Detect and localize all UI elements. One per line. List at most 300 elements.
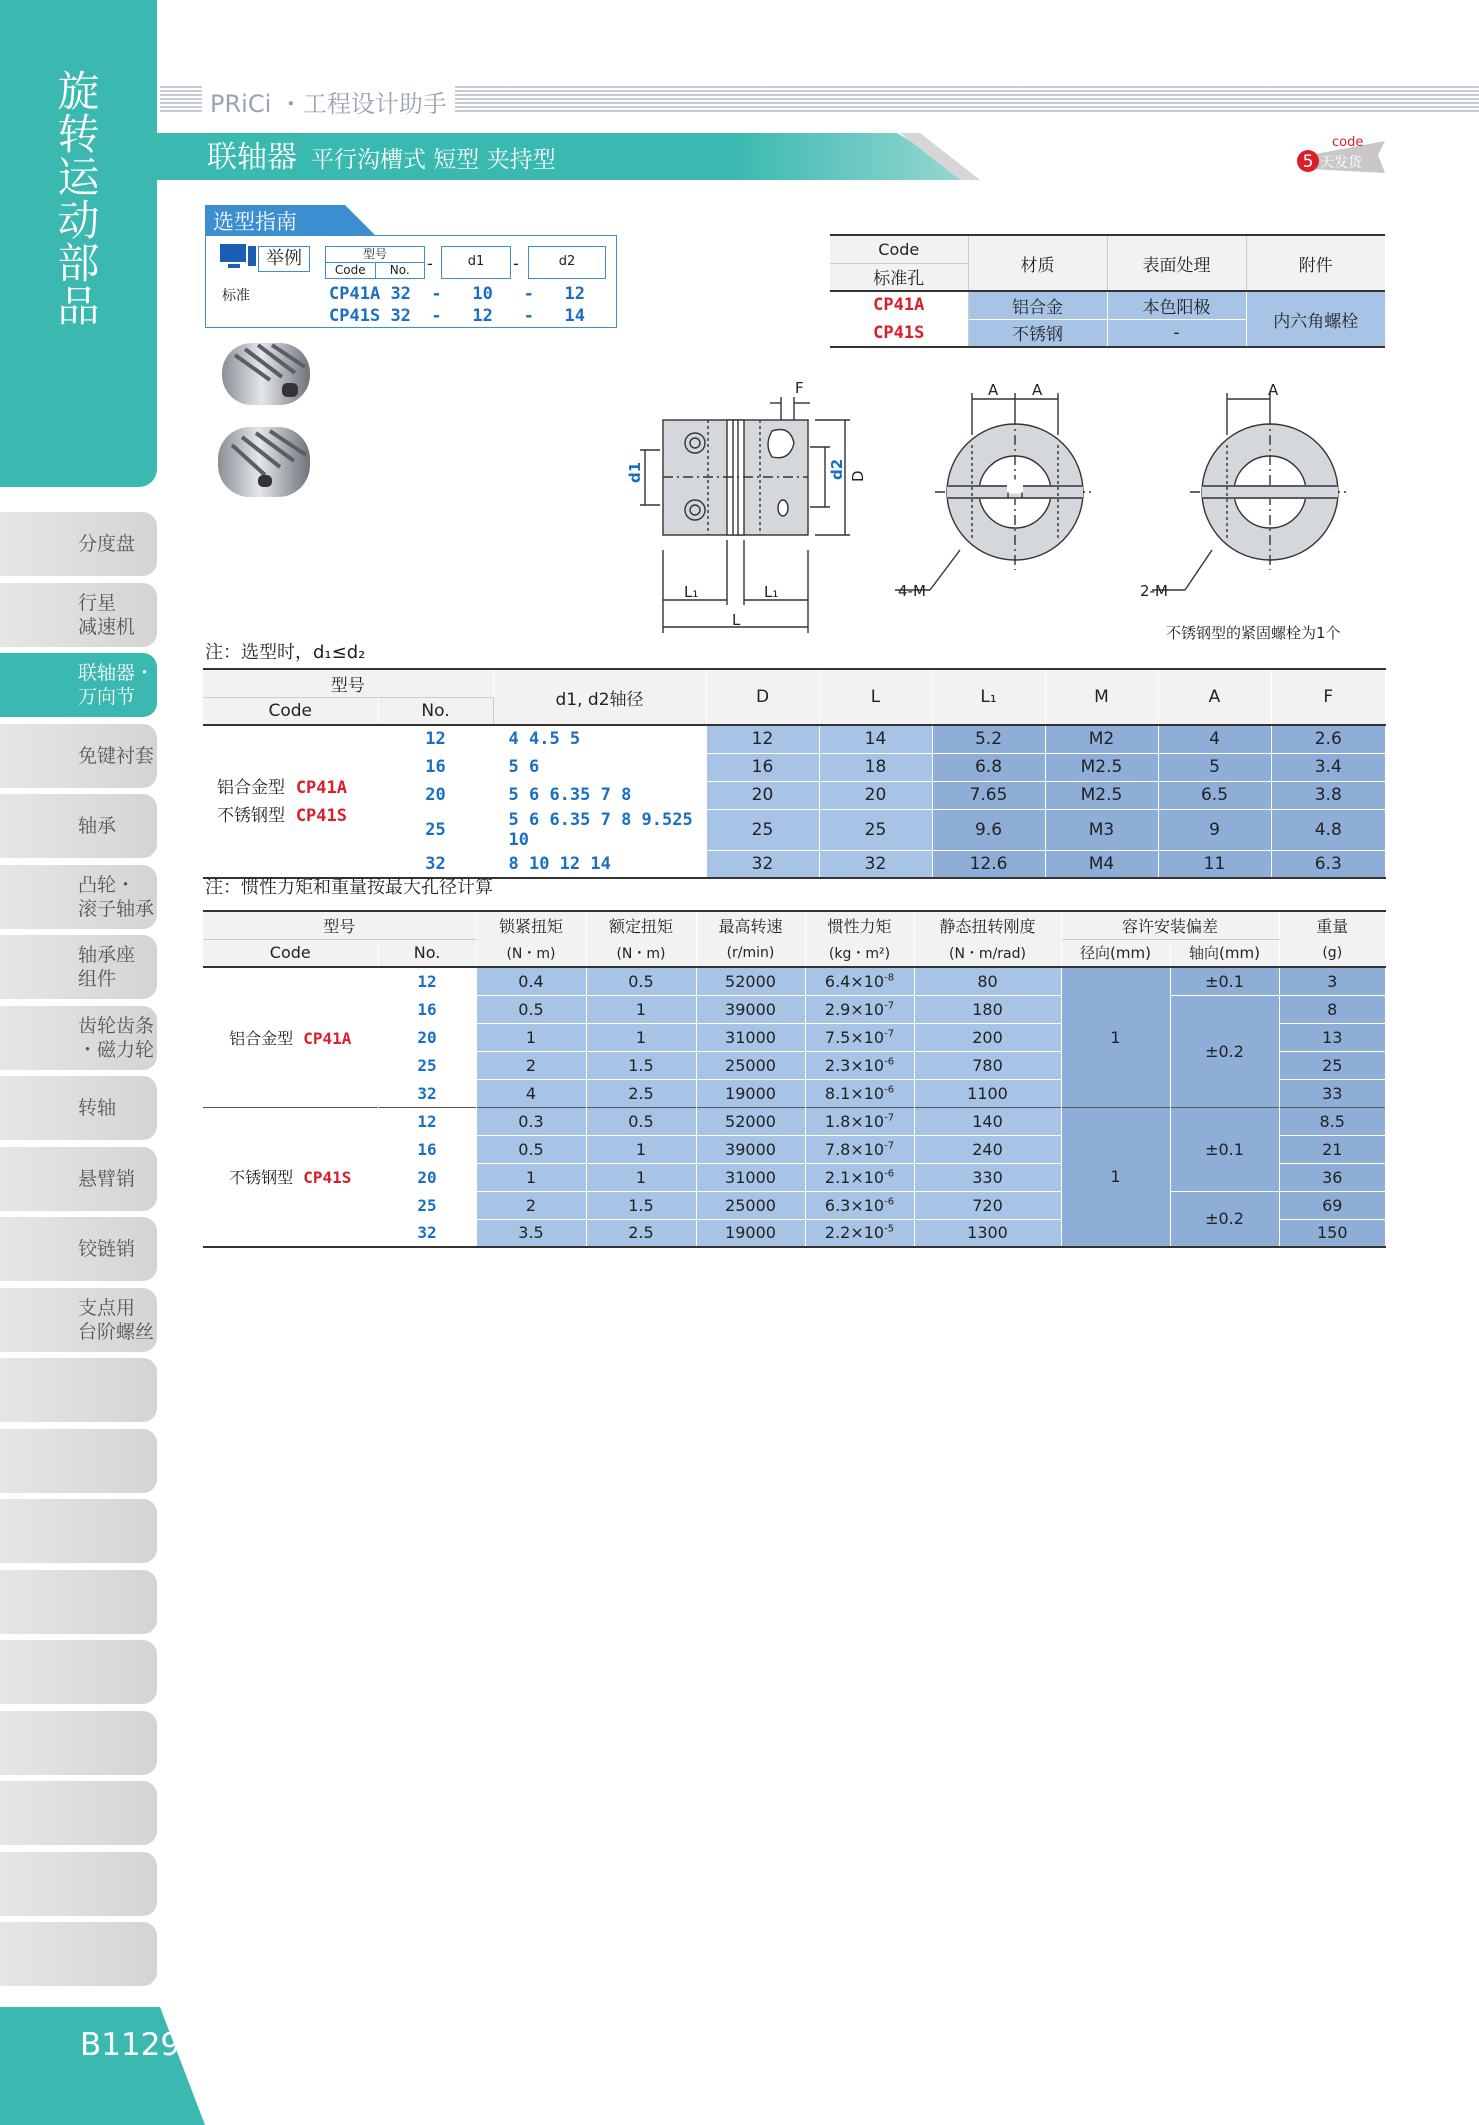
no-cell: 32 (378, 1079, 476, 1107)
stiffness-cell: 1300 (914, 1219, 1061, 1247)
lock-cell: 0.3 (476, 1107, 586, 1135)
lock-cell: 2 (476, 1191, 586, 1219)
label-L1: L₁ (684, 583, 699, 601)
axial-cell: ±0.2 (1170, 1191, 1279, 1247)
L-cell: 14 (819, 725, 932, 753)
weight-cell: 69 (1279, 1191, 1386, 1219)
inertia-cell (805, 1023, 914, 1051)
inertia-exponent: -6 (884, 1196, 895, 1208)
weight-cell: 21 (1279, 1135, 1386, 1163)
sidebar-tab-label: 支点用 (78, 1296, 136, 1319)
no-cell: 25 (378, 809, 493, 850)
table-row (203, 995, 1386, 1023)
header-material: 材质 (968, 235, 1107, 291)
title-char: 旋 (57, 67, 100, 116)
header-bore: d1, d2轴径 (493, 669, 706, 725)
no-cell: 16 (378, 1135, 476, 1163)
drawing-note: 不锈钢型的紧固螺栓为1个 (1166, 624, 1341, 642)
stiffness-cell: 180 (914, 995, 1061, 1023)
unit-nm: (N・m) (586, 939, 696, 967)
title-char: 动 (57, 196, 100, 245)
stiffness-cell: 200 (914, 1023, 1061, 1051)
speed-cell: 31000 (696, 1023, 805, 1051)
type-name: 不锈钢型 (229, 1168, 294, 1188)
bore-cell: 5 6 6.35 7 8 9.525 10 (493, 809, 706, 850)
rated-cell: 2.5 (586, 1219, 696, 1247)
header-A: A (1158, 669, 1271, 725)
header-D: D (706, 669, 819, 725)
material-cell: 铝合金 (968, 291, 1107, 319)
D-cell: 20 (706, 781, 819, 809)
sidebar-tab-label: 免键衬套 (78, 744, 155, 767)
no-cell: 16 (378, 753, 493, 781)
no-cell: 32 (378, 1219, 476, 1247)
bore-cell: 8 10 12 14 (493, 850, 706, 878)
performance-table (203, 910, 1386, 1248)
sidebar-tab-label: 铰链销 (78, 1238, 136, 1260)
material-table (830, 234, 1385, 348)
label-L: L (732, 611, 741, 629)
lock-cell: 1 (476, 1023, 586, 1051)
dash: - (513, 254, 519, 273)
L1-cell: 6.8 (932, 753, 1045, 781)
inertia-mantissa: 2.9×10 (824, 999, 885, 1019)
sidebar-tab[interactable] (0, 1499, 157, 1563)
D-cell: 16 (706, 753, 819, 781)
weight-cell: 8.5 (1279, 1107, 1386, 1135)
A-cell: 9 (1158, 809, 1271, 850)
header-tolerance: 容许安装偏差 (1061, 911, 1279, 939)
label-d1: d1 (626, 461, 644, 483)
header-code: Code (203, 697, 378, 725)
sidebar-tab[interactable] (0, 1147, 157, 1211)
L1-cell: 9.6 (932, 809, 1045, 850)
header-stiffness: 静态扭转刚度 (914, 911, 1061, 939)
example-d1: 12 (472, 306, 493, 326)
sidebar-tab[interactable] (0, 865, 157, 929)
F-cell: 6.3 (1271, 850, 1386, 878)
inertia-cell (805, 1107, 914, 1135)
header-model: 型号 (203, 669, 493, 697)
label-A: A (1032, 381, 1043, 399)
type-code: CP41A (295, 777, 347, 798)
page-number: B1129 (80, 2027, 181, 2063)
axial-cell: ±0.1 (1170, 1107, 1279, 1191)
guide-code-label: Code (326, 263, 376, 278)
inertia-mantissa: 7.8×10 (824, 1139, 885, 1159)
inertia-mantissa: 7.5×10 (824, 1027, 885, 1047)
speed-cell: 52000 (696, 967, 805, 995)
no-cell: 16 (378, 995, 476, 1023)
sidebar-tab[interactable] (0, 1217, 157, 1281)
logo-code: code (1332, 135, 1364, 150)
example-no: 32 (390, 284, 411, 304)
sidebar-tab[interactable] (0, 1922, 157, 1986)
label-A: A (1268, 381, 1279, 399)
guide-example-row (329, 305, 585, 327)
inertia-cell (805, 1163, 914, 1191)
rated-cell: 1 (586, 1163, 696, 1191)
rated-cell: 1.5 (586, 1191, 696, 1219)
inertia-exponent: -7 (884, 1140, 895, 1152)
inertia-exponent: -7 (884, 1028, 895, 1040)
sidebar-tab-label: ・磁力轮 (78, 1038, 155, 1061)
sidebar-tab[interactable] (0, 1852, 157, 1916)
sidebar-tab-label: 组件 (78, 968, 117, 990)
header-no: No. (378, 939, 476, 967)
table-row (203, 753, 1386, 781)
no-cell: 20 (378, 1023, 476, 1051)
L-cell: 32 (819, 850, 932, 878)
radial-cell: 1 (1061, 1107, 1170, 1247)
sidebar-tab-label: 轴承 (78, 815, 117, 837)
lock-cell: 0.4 (476, 967, 586, 995)
sidebar-tab[interactable] (0, 1781, 157, 1845)
table-row (830, 291, 1385, 319)
example-d2: 14 (564, 306, 586, 326)
rated-cell: 1.5 (586, 1051, 696, 1079)
title-main: 联轴器 (207, 140, 297, 175)
inertia-exponent: -7 (884, 1112, 895, 1124)
label-d2: d2 (828, 458, 846, 480)
no-cell: 20 (378, 781, 493, 809)
M-cell: M4 (1045, 850, 1158, 878)
bore-cell: 5 6 6.35 7 8 (493, 781, 706, 809)
F-cell: 4.8 (1271, 809, 1386, 850)
dimension-rows (203, 725, 1386, 878)
weight-cell: 8 (1279, 995, 1386, 1023)
header-no: No. (378, 697, 493, 725)
inertia-mantissa: 6.4×10 (824, 971, 885, 991)
type-cell (203, 725, 378, 878)
logo-number: 5 (1302, 152, 1314, 172)
sidebar-tab[interactable] (0, 1358, 157, 1422)
stiffness-cell: 1100 (914, 1079, 1061, 1107)
header-model: 型号 (203, 911, 476, 939)
no-cell: 25 (378, 1191, 476, 1219)
sidebar-tab-label: 转轴 (78, 1097, 117, 1119)
rated-cell: 1 (586, 1135, 696, 1163)
sidebar-tab[interactable] (0, 1640, 157, 1704)
inertia-mantissa: 6.3×10 (824, 1195, 885, 1215)
speed-cell: 39000 (696, 995, 805, 1023)
dash: - (523, 306, 534, 326)
L1-cell: 12.6 (932, 850, 1045, 878)
speed-cell: 25000 (696, 1191, 805, 1219)
title-char: 部 (57, 239, 100, 288)
performance-rows (203, 967, 1386, 1247)
inertia-exponent: -6 (884, 1168, 895, 1180)
D-cell: 12 (706, 725, 819, 753)
code-cell: CP41S (830, 319, 968, 347)
header-code: Code (830, 235, 968, 263)
dash: - (431, 306, 442, 326)
weight-cell: 3 (1279, 967, 1386, 995)
dash: - (523, 284, 534, 304)
header-weight: 重量 (1279, 911, 1386, 939)
header-inertia: 惯性力矩 (805, 911, 914, 939)
header-code: Code (203, 939, 378, 967)
type-cell (203, 1107, 378, 1247)
inertia-cell (805, 1051, 914, 1079)
guide-example-row (329, 283, 585, 305)
inertia-cell (805, 1135, 914, 1163)
no-cell: 12 (378, 1107, 476, 1135)
speed-cell: 31000 (696, 1163, 805, 1191)
unit-stiffness: (N・m/rad) (914, 939, 1061, 967)
stiffness-cell: 330 (914, 1163, 1061, 1191)
header-L: L (819, 669, 932, 725)
type-code: CP41A (303, 1028, 352, 1048)
D-cell: 25 (706, 809, 819, 850)
delivery-logo (1290, 133, 1390, 177)
brand-text: PRiCi ・工程设计助手 (202, 84, 455, 119)
guide-title: 选型指南 (213, 210, 297, 234)
sidebar-tab-label: 滚子轴承 (78, 897, 155, 920)
example-d1: 10 (472, 284, 493, 304)
unit-rpm: (r/min) (696, 939, 805, 967)
example-no: 32 (390, 306, 411, 326)
note-selection: 注：选型时，d₁≤d₂ (205, 642, 366, 663)
page-number-badge (0, 2007, 205, 2125)
L1-cell: 7.65 (932, 781, 1045, 809)
inertia-cell (805, 995, 914, 1023)
code-cell: CP41A (830, 291, 968, 319)
bore-cell: 4 4.5 5 (493, 725, 706, 753)
sidebar-tab[interactable] (0, 794, 157, 858)
F-cell: 3.8 (1271, 781, 1386, 809)
table-row (203, 809, 1386, 850)
surface-cell: - (1107, 319, 1246, 347)
F-cell: 2.6 (1271, 725, 1386, 753)
axial-cell: ±0.1 (1170, 967, 1279, 995)
lock-cell: 1 (476, 1163, 586, 1191)
sidebar-tab-label: 分度盘 (78, 533, 136, 555)
inertia-cell (805, 1219, 914, 1247)
section-title (0, 67, 157, 331)
guide-model-label: 型号 (326, 247, 424, 263)
guide-examples (329, 283, 585, 327)
stiffness-cell: 720 (914, 1191, 1061, 1219)
speed-cell: 39000 (696, 1135, 805, 1163)
lock-cell: 4 (476, 1079, 586, 1107)
sidebar-tab[interactable] (0, 1288, 157, 1352)
header-M: M (1045, 669, 1158, 725)
bore-cell: 5 6 (493, 753, 706, 781)
header-radial: 径向(mm) (1061, 939, 1170, 967)
sidebar-tab[interactable] (0, 653, 157, 717)
stiffness-cell: 80 (914, 967, 1061, 995)
technical-drawing (600, 375, 1390, 645)
inertia-exponent: -7 (884, 1000, 895, 1012)
product-photo (210, 335, 325, 510)
sidebar-tab-label: 凸轮・ (78, 873, 136, 896)
sidebar-tab[interactable] (0, 512, 157, 576)
dash: - (427, 254, 433, 273)
A-cell: 5 (1158, 753, 1271, 781)
no-cell: 32 (378, 850, 493, 878)
label-D: D (849, 470, 867, 482)
L-cell: 18 (819, 753, 932, 781)
standard-label: 标准 (222, 288, 250, 304)
sidebar-tab-label: 行星 (78, 591, 117, 614)
rated-cell: 0.5 (586, 1107, 696, 1135)
rated-cell: 0.5 (586, 967, 696, 995)
weight-cell: 13 (1279, 1023, 1386, 1051)
header-F: F (1271, 669, 1386, 725)
header-speed: 最高转速 (696, 911, 805, 939)
inertia-mantissa: 8.1×10 (824, 1083, 885, 1103)
type-code: CP41S (295, 805, 347, 826)
stiffness-cell: 240 (914, 1135, 1061, 1163)
rated-cell: 2.5 (586, 1079, 696, 1107)
no-cell: 25 (378, 1051, 476, 1079)
inertia-mantissa: 2.1×10 (824, 1167, 885, 1187)
radial-cell: 1 (1061, 967, 1170, 1107)
sidebar-tab[interactable] (0, 724, 157, 788)
weight-cell: 36 (1279, 1163, 1386, 1191)
sidebar-tab[interactable] (0, 1570, 157, 1634)
sidebar-tab-label: 台阶螺丝 (78, 1320, 155, 1343)
sidebar-tab-label: 齿轮齿条 (78, 1014, 155, 1037)
dash: - (431, 284, 442, 304)
sidebar-tab[interactable] (0, 935, 157, 999)
inertia-cell (805, 1079, 914, 1107)
table-row (203, 1191, 1386, 1219)
speed-cell: 52000 (696, 1107, 805, 1135)
unit-nm: (N・m) (476, 939, 586, 967)
speed-cell: 19000 (696, 1219, 805, 1247)
inertia-exponent: -6 (884, 1056, 895, 1068)
example-code: CP41S (329, 306, 381, 326)
guide-d2-box: d2 (528, 246, 606, 279)
A-cell: 6.5 (1158, 781, 1271, 809)
sidebar-tab[interactable] (0, 1006, 157, 1070)
L1-cell: 5.2 (932, 725, 1045, 753)
L-cell: 25 (819, 809, 932, 850)
no-cell: 20 (378, 1163, 476, 1191)
lock-cell: 3.5 (476, 1219, 586, 1247)
sidebar-tab[interactable] (0, 1429, 157, 1493)
example-label: 举例 (258, 246, 310, 272)
logo-text: 天发货 (1320, 155, 1362, 171)
sidebar-tab[interactable] (0, 1711, 157, 1775)
example-code: CP41A (329, 284, 381, 304)
speed-cell: 25000 (696, 1051, 805, 1079)
title-sub: 平行沟槽式 短型 夹持型 (311, 147, 556, 173)
table-row (203, 1107, 1386, 1135)
sidebar-tab-label: 减速机 (78, 615, 136, 638)
guide-d1-box: d1 (441, 246, 511, 279)
accessory-cell: 内六角螺栓 (1246, 291, 1385, 347)
inertia-mantissa: 2.3×10 (824, 1055, 885, 1075)
sidebar-tab[interactable] (0, 1076, 157, 1140)
sidebar-tab-label: 悬臂销 (78, 1167, 136, 1190)
M-cell: M2.5 (1045, 781, 1158, 809)
guide-no-label: No. (389, 263, 410, 277)
stiffness-cell: 140 (914, 1107, 1061, 1135)
inertia-cell (805, 1191, 914, 1219)
sidebar-tab-label: 联轴器・ (78, 662, 155, 684)
lock-cell: 0.5 (476, 1135, 586, 1163)
F-cell: 3.4 (1271, 753, 1386, 781)
M-cell: M2.5 (1045, 753, 1158, 781)
label-A: A (988, 381, 999, 399)
header-L1: L₁ (932, 669, 1045, 725)
label-2M: 2-M (1140, 582, 1168, 600)
inertia-exponent: -8 (884, 972, 895, 984)
D-cell: 32 (706, 850, 819, 878)
rated-cell: 1 (586, 1023, 696, 1051)
unit-g: (g) (1279, 939, 1386, 967)
example-d2: 12 (564, 284, 586, 304)
type-name: 铝合金型 (229, 1028, 294, 1048)
header-axial: 轴向(mm) (1170, 939, 1279, 967)
weight-cell: 150 (1279, 1219, 1386, 1247)
header-hole: 标准孔 (830, 263, 968, 291)
dimension-table (203, 668, 1386, 879)
material-cell: 不锈钢 (968, 319, 1107, 347)
title-char: 品 (57, 282, 100, 331)
A-cell: 4 (1158, 725, 1271, 753)
stiffness-cell: 780 (914, 1051, 1061, 1079)
A-cell: 11 (1158, 850, 1271, 878)
sidebar-tab-label: 轴承座 (78, 944, 136, 966)
weight-cell: 33 (1279, 1079, 1386, 1107)
speed-cell: 19000 (696, 1079, 805, 1107)
inertia-exponent: -5 (884, 1223, 895, 1235)
guide-model-box (325, 246, 425, 279)
L-cell: 20 (819, 781, 932, 809)
page-title (207, 138, 556, 180)
sidebar-tab[interactable] (0, 583, 157, 647)
table-row (203, 781, 1386, 809)
table-row (203, 725, 1386, 753)
rated-cell: 1 (586, 995, 696, 1023)
type-name: 铝合金型 (217, 777, 285, 798)
M-cell: M3 (1045, 809, 1158, 850)
axial-cell: ±0.2 (1170, 995, 1279, 1107)
no-cell: 12 (378, 725, 493, 753)
computer-icon (218, 242, 258, 272)
note-inertia: 注：惯性力矩和重量按最大孔径计算 (205, 877, 493, 898)
table-row (203, 967, 1386, 995)
lock-cell: 2 (476, 1051, 586, 1079)
M-cell: M2 (1045, 725, 1158, 753)
inertia-exponent: -6 (884, 1084, 895, 1096)
inertia-mantissa: 2.2×10 (824, 1223, 885, 1243)
header-rated: 额定扭矩 (586, 911, 696, 939)
header-lock: 锁紧扭矩 (476, 911, 586, 939)
unit-kgm: (kg・m²) (805, 939, 914, 967)
lock-cell: 0.5 (476, 995, 586, 1023)
inertia-mantissa: 1.8×10 (824, 1111, 885, 1131)
surface-cell: 本色阳极 (1107, 291, 1246, 319)
label-4M: 4-M (898, 582, 926, 600)
type-cell (203, 967, 378, 1107)
sidebar-tab-label: 万向节 (78, 686, 136, 708)
title-char: 运 (57, 153, 100, 202)
label-F: F (795, 379, 804, 397)
type-name: 不锈钢型 (217, 805, 285, 826)
type-code: CP41S (303, 1168, 352, 1188)
header-accessory: 附件 (1246, 235, 1385, 291)
label-L1: L₁ (764, 583, 779, 601)
header-surface: 表面处理 (1107, 235, 1246, 291)
weight-cell: 25 (1279, 1051, 1386, 1079)
inertia-cell (805, 967, 914, 995)
no-cell: 12 (378, 967, 476, 995)
